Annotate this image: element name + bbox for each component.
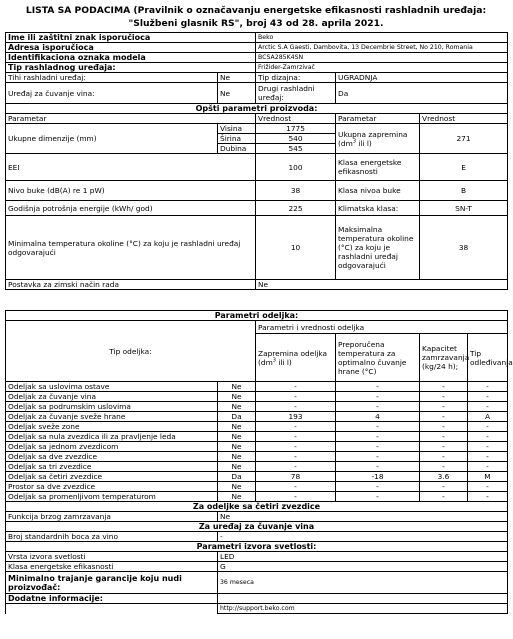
quiet-label: Tihi rashladni uređaj: [6, 73, 218, 83]
winter-mode-value: Ne [256, 280, 508, 290]
compartment-volume: - [256, 392, 336, 402]
other-appliance-label: Drugi rashladni uređaj: [256, 83, 336, 104]
compartment-name: Odeljak sa nula zvezdica ili za pravljenje leda [6, 432, 218, 442]
noise-class-label: Klasa nivoa buke [336, 181, 420, 201]
compartment-volume: - [256, 492, 336, 502]
noise-label: Nivo buke (dB(A) re 1 pW) [6, 181, 256, 201]
compartments-section-title: Parametri odeljka: [6, 311, 508, 321]
compartment-defrost: - [468, 432, 508, 442]
appliance-type-value: Frižider-Zamrzivač [256, 63, 508, 73]
compartment-temp: - [336, 442, 420, 452]
compartment-temp: - [336, 492, 420, 502]
dim-value-height: 1775 [256, 124, 336, 134]
light-type-value: LED [218, 552, 508, 562]
max-temp-label: Maksimalna temperatura okoline (°C) za koju je rashladni uređaj odgovarajući [336, 216, 420, 280]
col-defrost-header: Tip odleđivanja [468, 334, 508, 382]
compartment-present: Ne [218, 382, 256, 392]
additional-info-blank [6, 604, 218, 614]
climate-class-value: SN-T [420, 201, 508, 216]
compartment-temp: - [336, 382, 420, 392]
compartment-row [6, 382, 508, 392]
col-volume-header: Zapremina odeljka ($dm^3$ ili l) [256, 334, 336, 382]
compartment-row [6, 442, 508, 452]
design-type-value: UGRADNJA [336, 73, 508, 83]
additional-info-spacer [218, 594, 508, 604]
compartment-name: Odeljak za čuvanje vina [6, 392, 218, 402]
warranty-label: Minimalno trajanje garancije koju nudi proizvođač: [6, 572, 218, 594]
compartment-name: Odeljak sa jednom zvezdicom [6, 442, 218, 452]
eei-label: EEI [6, 154, 256, 181]
compartment-volume: - [256, 422, 336, 432]
wine-bottles-label: Broj standardnih boca za vino [6, 532, 218, 542]
appliance-type-label: Tip rashladnog uređaja: [6, 63, 256, 73]
compartment-temp: - [336, 402, 420, 412]
compartment-row [6, 402, 508, 412]
compartment-temp: - [336, 452, 420, 462]
compartment-capacity: - [420, 452, 468, 462]
compartment-volume: - [256, 452, 336, 462]
light-class-label: Klasa energetske efikasnosti [6, 562, 218, 572]
compartment-volume: 193 [256, 412, 336, 422]
energy-class-label: Klasa energetske efikasnosti [336, 154, 420, 181]
support-link[interactable]: http://support.beko.com [218, 604, 508, 614]
compartment-present: Ne [218, 432, 256, 442]
compartment-capacity: - [420, 442, 468, 452]
compartment-temp: - [336, 392, 420, 402]
compartment-name: Odeljak sa tri zvezdice [6, 462, 218, 472]
warranty-value: 36 meseca [218, 572, 508, 594]
supplier-name-value: Beko [256, 33, 508, 43]
col-capacity-header: Kapacitet zamrzavanja (kg/24 h); [420, 334, 468, 382]
compartment-capacity: - [420, 482, 468, 492]
compartment-capacity: - [420, 462, 468, 472]
compartment-defrost: - [468, 462, 508, 472]
compartment-volume: - [256, 432, 336, 442]
compartment-defrost: - [468, 382, 508, 392]
compartment-name: Odeljak za čuvanje sveže hrane [6, 412, 218, 422]
compartment-present: Ne [218, 482, 256, 492]
compartment-temp: -18 [336, 472, 420, 482]
compartment-row [6, 412, 508, 422]
compartment-present: Ne [218, 402, 256, 412]
supplier-name-label: Ime ili zaštitni znak isporučioca [6, 33, 256, 43]
light-class-value: G [218, 562, 508, 572]
compartment-volume: 78 [256, 472, 336, 482]
compartment-row [6, 452, 508, 462]
compartment-volume: - [256, 442, 336, 452]
dim-value-depth: 545 [256, 144, 336, 154]
lighting-section-title: Parametri izvora svetlosti: [6, 542, 508, 552]
four-star-section-title: Za odeljke sa četiri zvezdice [6, 502, 508, 512]
supplier-address-value: Arctic S.A Gaesti, Dambovita, 13 Decembrie Street, No 210, Romania [256, 43, 508, 53]
compartment-present: Da [218, 412, 256, 422]
wine-bottles-value: - [218, 532, 508, 542]
compartment-row [6, 482, 508, 492]
compartment-capacity: - [420, 432, 468, 442]
compartment-capacity: - [420, 382, 468, 392]
compartment-temp: 4 [336, 412, 420, 422]
wine-appliance-label: Uređaj za čuvanje vina: [6, 83, 218, 104]
compartment-name: Odeljak sa uslovima ostave [6, 382, 218, 392]
additional-info-label: Dodatne informacije: [6, 594, 218, 604]
compartment-name: Odeljak sa promenljivom temperaturom [6, 492, 218, 502]
fast-freeze-value: Ne [218, 512, 508, 522]
compartment-capacity: - [420, 412, 468, 422]
value-header-2: Vrednost [420, 114, 508, 124]
compartment-present: Ne [218, 392, 256, 402]
compartment-defrost: - [468, 492, 508, 502]
compartment-params-header: Parametri i vrednosti odeljka [256, 321, 508, 334]
value-header: Vrednost [256, 114, 336, 124]
compartment-temp: - [336, 422, 420, 432]
param-header-2: Parametar [336, 114, 420, 124]
light-type-label: Vrsta izvora svetlosti [6, 552, 218, 562]
min-temp-value: 10 [256, 216, 336, 280]
general-table [5, 32, 508, 290]
compartment-defrost: - [468, 442, 508, 452]
dim-label-width: Širina [218, 134, 256, 144]
dim-label-depth: Dubina [218, 144, 256, 154]
fast-freeze-label: Funkcija brzog zamrzavanja [6, 512, 218, 522]
compartment-defrost: - [468, 392, 508, 402]
compartment-capacity: 3.6 [420, 472, 468, 482]
compartment-name: Odeljak sa dve zvezdice [6, 452, 218, 462]
general-section-title: Opšti parametri proizvoda: [6, 104, 508, 114]
compartment-present: Ne [218, 422, 256, 432]
compartment-present: Ne [218, 442, 256, 452]
other-appliance-value: Da [336, 83, 508, 104]
compartment-name: Odeljak sa četiri zvezdice [6, 472, 218, 482]
wine-section-title: Za uređaj za čuvanje vina [6, 522, 508, 532]
document-title: LISTA SA PODACIMA (Pravilnik o označavanju energetske efikasnosti rashladnih uređaja: "Službeni glasnik RS", broj 43 od 28. aprila 2021. [25, 5, 487, 29]
compartment-present: Ne [218, 452, 256, 462]
compartment-temp: - [336, 462, 420, 472]
compartment-defrost: - [468, 452, 508, 462]
compartment-capacity: - [420, 402, 468, 412]
winter-mode-label: Postavka za zimski način rada [6, 280, 256, 290]
compartment-capacity: - [420, 392, 468, 402]
compartment-defrost: - [468, 402, 508, 412]
compartments-table [5, 310, 513, 614]
compartment-defrost: - [468, 482, 508, 492]
col-temp-header: Preporučena temperatura za optimalno čuvanje hrane (°C) [336, 334, 420, 382]
eei-value: 100 [256, 154, 336, 181]
compartment-volume: - [256, 402, 336, 412]
compartment-row [6, 492, 508, 502]
compartment-defrost: - [468, 422, 508, 432]
dimensions-label: Ukupne dimenzije (mm) [6, 124, 218, 154]
compartment-present: Ne [218, 462, 256, 472]
compartment-row [6, 392, 508, 402]
compartment-capacity: - [420, 492, 468, 502]
compartment-present: Da [218, 472, 256, 482]
compartment-name: Prostor sa dve zvezdice [6, 482, 218, 492]
compartment-type-header: Tip odeljka: [6, 321, 256, 382]
param-header: Parametar [6, 114, 256, 124]
compartment-temp: - [336, 482, 420, 492]
total-volume-value: 271 [420, 124, 508, 154]
quiet-value: Ne [218, 73, 256, 83]
design-type-label: Tip dizajna: [256, 73, 336, 83]
dim-value-width: 540 [256, 134, 336, 144]
climate-class-label: Klimatska klasa: [336, 201, 420, 216]
compartment-defrost: A [468, 412, 508, 422]
model-id-value: BCSA285K4SN [256, 53, 508, 63]
compartment-temp: - [336, 432, 420, 442]
compartment-row [6, 432, 508, 442]
consumption-value: 225 [256, 201, 336, 216]
compartment-row [6, 472, 508, 482]
compartment-present: Ne [218, 492, 256, 502]
max-temp-value: 38 [420, 216, 508, 280]
compartment-name: Odeljak sveže zone [6, 422, 218, 432]
compartment-rows [6, 382, 508, 502]
compartment-volume: - [256, 462, 336, 472]
compartment-name: Odeljak sa podrumskim uslovima [6, 402, 218, 412]
compartment-row [6, 462, 508, 472]
wine-appliance-value: Ne [218, 83, 256, 104]
total-volume-label: Ukupna zapremina ($dm^3$ ili l) [336, 124, 420, 154]
energy-class-value: E [420, 154, 508, 181]
supplier-address-label: Adresa isporučioca [6, 43, 256, 53]
compartment-row [6, 422, 508, 432]
model-id-label: Identifikaciona oznaka modela [6, 53, 256, 63]
min-temp-label: Minimalna temperatura okoline (°C) za koju je rashladni uređaj odgovarajući [6, 216, 256, 280]
compartment-capacity: - [420, 422, 468, 432]
compartment-defrost: M [468, 472, 508, 482]
compartment-volume: - [256, 482, 336, 492]
compartment-volume: - [256, 382, 336, 392]
consumption-label: Godišnja potrošnja energije (kWh/ god) [6, 201, 256, 216]
dim-label-height: Visina [218, 124, 256, 134]
noise-value: 38 [256, 181, 336, 201]
noise-class-value: B [420, 181, 508, 201]
